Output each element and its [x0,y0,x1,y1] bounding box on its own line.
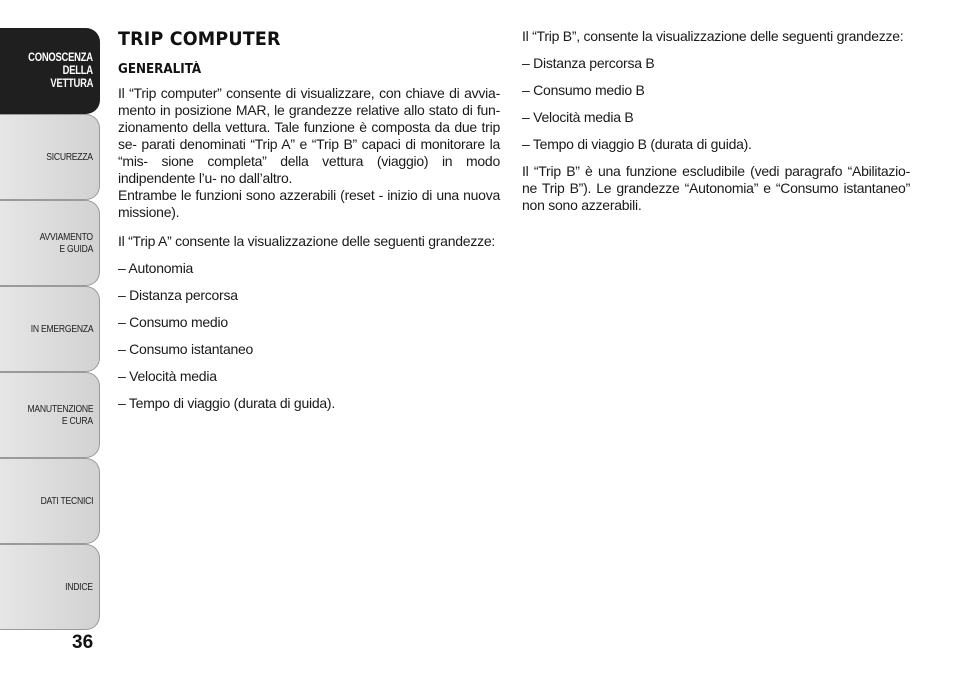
tab-label: DATI TECNICI [40,495,93,507]
tab-label: MANUTENZIONE [27,403,93,415]
list-item: – Tempo di viaggio (durata di guida). [118,395,335,411]
tab-sicurezza[interactable] [0,114,100,200]
tab-dati-tecnici[interactable] [0,458,100,544]
left-column [118,28,500,422]
tab-label: IN EMERGENZA [30,323,93,335]
intro-paragraph: Il “Trip computer” consente di visualizzare, con chiave di avvia- mento in posizione MAR, le grandezze relative allo stato di fun- zionamento della vettura. Tale funzione è composta da due trip se- parati denominati “Trip A” e “Trip B” capaci di monitorare la “mis- sione completa” della vettura (viaggio) in modo indipendente l’u- no dall’altro. [118,85,500,186]
page-number: 36 [72,632,94,653]
tab-manutenzione-e-cura[interactable] [0,372,100,458]
trip-b-list [522,55,910,153]
tab-label: CONOSCENZA [28,51,93,64]
reset-paragraph: Entrambe le funzioni sono azzerabili (reset - inizio di una nuova missione). [118,187,500,220]
subsection-title: GENERALITÀ [118,62,202,77]
tab-conoscenza-della-vettura[interactable] [0,28,100,114]
trip-b-note: Il “Trip B” è una funzione escludibile (vedi paragrafo “Abilitazio- ne Trip B”). Le grandezze “Autonomia” e “Consumo istantaneo” non sono azzerabili. [522,163,910,213]
list-item: – Velocità media [118,368,217,384]
section-title: TRIP COMPUTER [118,28,281,50]
tab-label: E GUIDA [59,243,93,255]
tab-indice[interactable] [0,544,100,630]
list-item: – Velocità media B [522,109,634,125]
trip-b-intro: Il “Trip B”, consente la visualizzazione delle seguenti grandezze: [522,28,904,44]
list-item: – Consumo medio B [522,82,645,98]
tab-in-emergenza[interactable] [0,286,100,372]
tab-label: E CURA [61,415,93,427]
trip-a-intro: Il “Trip A” consente la visualizzazione delle seguenti grandezze: [118,233,496,249]
list-item: – Tempo di viaggio B (durata di guida). [522,136,752,152]
list-item: – Distanza percorsa [118,287,238,303]
tab-label: INDICE [65,581,93,593]
right-column [522,28,910,224]
tab-label: VETTURA [50,77,93,90]
chapter-sidebar [0,0,104,677]
list-item: – Distanza percorsa B [522,55,655,71]
tab-label: AVVIAMENTO [39,231,93,243]
list-item: – Consumo istantaneo [118,341,254,357]
list-item: – Autonomia [118,260,194,276]
tab-label: SICUREZZA [46,151,93,163]
list-item: – Consumo medio [118,314,228,330]
tab-avviamento-e-guida[interactable] [0,200,100,286]
trip-a-list [118,260,500,412]
tab-label: DELLA [62,64,93,77]
